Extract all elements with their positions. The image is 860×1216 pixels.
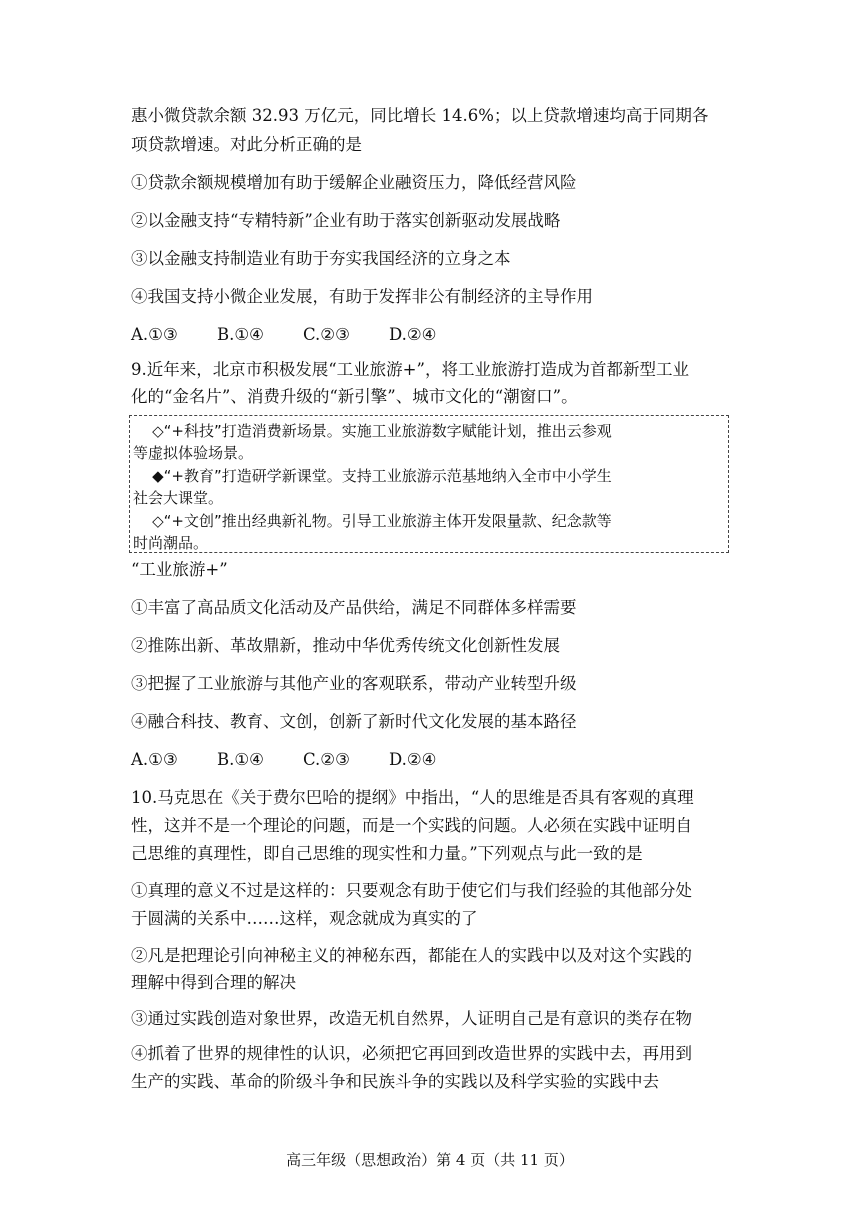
q9-option-1: ①丰富了高品质文化活动及产品供给，满足不同群体多样需要	[131, 598, 577, 617]
q9-choice-b: B.①④	[217, 750, 264, 769]
q10-stem-line-1: 10.马克思在《关于费尔巴哈的提纲》中指出，“人的思维是否具有客观的真理	[131, 788, 694, 807]
q9-box-line-4: 社会大课堂。	[133, 489, 224, 507]
q10-option-3: ③通过实践创造对象世界，改造无机自然界，人证明自己是有意识的类存在物	[131, 1009, 692, 1028]
q10-option-1-line-2: 于圆满的关系中……这样，观念就成为真实的了	[131, 909, 478, 928]
q8-option-3: ③以金融支持制造业有助于夯实我国经济的立身之本	[131, 249, 511, 268]
q8-choice-c: C.②③	[303, 325, 350, 344]
q8-stem-line-2: 项贷款增速。对此分析正确的是	[131, 135, 362, 154]
q10-option-1-line-1: ①真理的意义不过是这样的：只要观念有助于使它们与我们经验的其他部分处	[131, 881, 692, 900]
q8-stem-line-1: 惠小微贷款余额 32.93 万亿元，同比增长 14.6%；以上贷款增速均高于同期各	[131, 106, 709, 125]
q10-stem-line-2: 性，这并不是一个理论的问题，而是一个实践的问题。人必须在实践中证明自	[131, 816, 692, 835]
q9-stem-line-2: 化的“金名片”、消费升级的“新引擎”、城市文化的“潮窗口”。	[131, 387, 578, 406]
q9-box-line-2: 等虚拟体验场景。	[133, 444, 254, 462]
q10-option-4-line-1: ④抓着了世界的规律性的认识，必须把它再回到改造世界的实践中去，再用到	[131, 1044, 692, 1063]
q10-option-2-line-1: ②凡是把理论引向神秘主义的神秘东西，都能在人的实践中以及对这个实践的	[131, 946, 692, 965]
q10-option-4-line-2: 生产的实践、革命的阶级斗争和民族斗争的实践以及科学实验的实践中去	[131, 1072, 659, 1091]
q8-choices	[131, 324, 475, 346]
q9-box-line-3: ◆“+教育”打造研学新课堂。支持工业旅游示范基地纳入全市中小学生	[133, 467, 612, 485]
q9-option-2: ②推陈出新、革故鼎新，推动中华优秀传统文化创新性发展	[131, 636, 560, 655]
q10-option-2-line-2: 理解中得到合理的解决	[131, 973, 296, 992]
q9-choice-a: A.①③	[131, 750, 178, 769]
page-footer: 高三年级（思想政治）第 4 页（共 11 页）	[286, 1151, 574, 1169]
q8-option-2: ②以金融支持“专精特新”企业有助于落实创新驱动发展战略	[131, 211, 561, 230]
q9-choice-c: C.②③	[303, 750, 350, 769]
q8-option-1: ①贷款余额规模增加有助于缓解企业融资压力，降低经营风险	[131, 173, 577, 192]
q8-choice-b: B.①④	[217, 325, 264, 344]
q9-box-line-1: ◇“+科技”打造消费新场景。实施工业旅游数字赋能计划，推出云参观	[133, 422, 612, 440]
q8-choice-d: D.②④	[389, 325, 437, 344]
q9-stem-line-1: 9.近年来，北京市积极发展“工业旅游+”，将工业旅游打造成为首都新型工业	[131, 360, 689, 379]
q9-box-line-6: 时尚潮品。	[133, 534, 209, 552]
q9-box-line-5: ◇“+文创”推出经典新礼物。引导工业旅游主体开发限量款、纪念款等	[133, 512, 612, 530]
q8-option-4: ④我国支持小微企业发展，有助于发挥非公有制经济的主导作用	[131, 287, 593, 306]
q9-choice-d: D.②④	[389, 750, 437, 769]
q9-option-4: ④融合科技、教育、文创，创新了新时代文化发展的基本路径	[131, 712, 577, 731]
q9-option-3: ③把握了工业旅游与其他产业的客观联系，带动产业转型升级	[131, 674, 577, 693]
q8-choice-a: A.①③	[131, 325, 178, 344]
q9-question-stem: “工业旅游+”	[131, 560, 228, 579]
q9-choices	[131, 749, 475, 771]
q10-stem-line-3: 己思维的真理性，即自己思维的现实性和力量。”下列观点与此一致的是	[131, 844, 643, 863]
